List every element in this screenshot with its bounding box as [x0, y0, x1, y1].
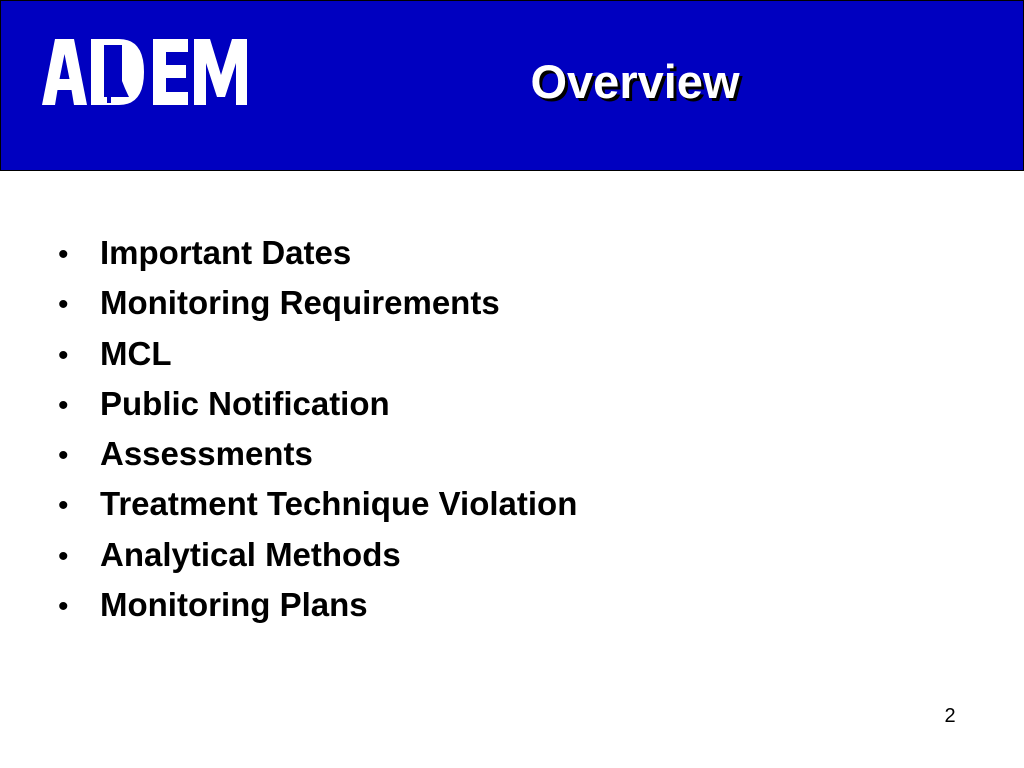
bullet-text: Treatment Technique Violation: [100, 485, 578, 523]
bullet-icon: •: [58, 539, 69, 573]
adem-logo-letters: [42, 39, 247, 105]
logo-letter-e: [153, 39, 188, 105]
bullet-item: [58, 580, 577, 630]
bullet-item: [58, 379, 577, 429]
bullet-item: [58, 228, 577, 278]
bullet-text: Analytical Methods: [100, 535, 401, 573]
bullet-item: [58, 479, 577, 529]
bullet-item: [58, 278, 577, 328]
adem-logo: [41, 39, 247, 107]
bullet-text: MCL: [100, 334, 172, 372]
slide-title: Overview: [530, 55, 740, 108]
bullet-item: [58, 329, 577, 379]
bullet-text: Important Dates: [100, 234, 352, 271]
bullet-icon: •: [58, 288, 69, 322]
bullet-list: [58, 228, 577, 630]
bullet-icon: •: [58, 338, 69, 372]
page-number: 2: [944, 705, 956, 727]
bullet-icon: •: [58, 590, 69, 624]
bullet-icon: •: [58, 388, 69, 422]
bullet-text: Monitoring Plans: [100, 586, 368, 624]
bullet-text: Assessments: [100, 435, 313, 473]
bullet-item: [58, 429, 577, 479]
bullet-text: Public Notification: [100, 384, 390, 422]
bullet-text: Monitoring Requirements: [100, 284, 500, 322]
bullet-icon: •: [58, 439, 69, 473]
bullet-icon: •: [58, 489, 69, 523]
bullet-icon: •: [58, 238, 69, 271]
bullet-item: [58, 530, 577, 580]
logo-letter-m: [194, 39, 247, 105]
adem-logo-graphic: [41, 39, 247, 107]
